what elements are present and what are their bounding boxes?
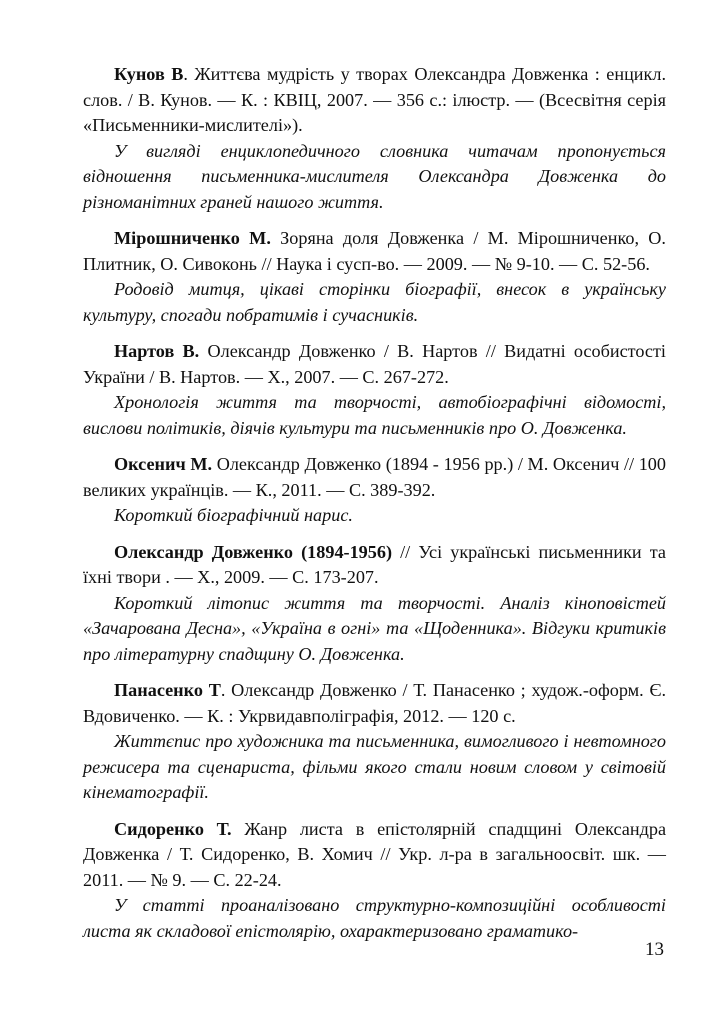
entry-citation-text: . Олександр Довженко / Т. Панасенко ; худож.-оформ. Є. Вдовиченко. — К. : Укрвидавполіграфія, 2012. — 120 с.	[83, 680, 667, 726]
entry-citation-text: // Усі українські письменники та їхні твори . — Х., 2009. — С. 173-207.	[83, 541, 666, 587]
entry-annotation: Життєпис про художника та письменника, вимогливого і невтомного режисера та сценариста, фільми якого стали новим словом у світовій кінематографії.	[83, 731, 666, 802]
entry-author: Оксенич М.	[114, 454, 213, 474]
entry-citation-text: Олександр Довженко (1894 - 1956 рр.) / М. Оксенич // 100 великих українців. — К., 2011. — С. 389-392.	[83, 454, 666, 500]
bibliography-entry	[83, 817, 666, 945]
entry-annotation: Короткий літопис життя та творчості. Аналіз кіноповістей «Зачарована Десна», «Україна в огні» та «Щоденника». Відгуки критиків про літературну спадщину О. Довженка.	[83, 592, 666, 664]
bibliography-entry	[83, 452, 666, 529]
entry-citation-text: Зоряна доля Довженка / М. Мірошниченко, О. Плитник, О. Сивоконь // Наука і сусп-во. — 2009. — № 9-10. — С. 52-56.	[83, 228, 666, 274]
page-number: 13	[645, 939, 664, 960]
bibliography-entry	[83, 226, 666, 328]
entry-citation	[83, 339, 666, 390]
entry-annotation: Короткий біографічний нарис.	[114, 505, 353, 525]
entry-citation	[83, 817, 666, 894]
bibliography-entry	[83, 62, 666, 215]
bibliography-page	[83, 62, 666, 955]
entry-author: Кунов В	[114, 64, 184, 84]
entry-annotation: Родовід митця, цікаві сторінки біографії, внесок в українську культуру, спогади побратимів і сучасників.	[83, 279, 666, 325]
entry-citation-text: . Життєва мудрість у творах Олександра Довженка : енцикл. слов. / В. Кунов. — К. : КВІЦ, 2007. — 356 с.: ілюстр. — (Всесвітня серія «Письменники-мислителі»).	[83, 64, 666, 135]
entry-citation	[83, 452, 666, 503]
entry-citation-text: Жанр листа в епістолярній спадщині Олександра Довженка / Т. Сидоренко, В. Хомич // Укр. л-ра в загальноосвіт. шк. — 2011. — № 9. — С. 22-24.	[83, 818, 667, 890]
entry-author: Олександр Довженко (1894-1956)	[114, 541, 393, 562]
entry-citation-text: Олександр Довженко / В. Нартов // Видатні особистості України / В. Нартов. — Х., 2007. — С. 267-272.	[83, 341, 666, 387]
entry-author: Сидоренко Т.	[114, 818, 232, 839]
entry-citation	[83, 678, 666, 729]
bibliography-entry	[83, 339, 666, 441]
entry-citation	[83, 62, 666, 139]
entry-annotation: У статті проаналізовано структурно-композиційні особливості листа як складової епістолярію, охарактеризовано граматико-	[83, 895, 666, 941]
entry-citation	[83, 540, 666, 591]
bibliography-entry	[83, 540, 666, 668]
entry-citation	[83, 226, 666, 277]
entry-annotation: Хронологія життя та творчості, автобіографічні відомості, вислови політиків, діячів культури та письменників про О. Довженка.	[83, 392, 666, 438]
entry-author: Нартов В.	[114, 341, 200, 361]
bibliography-entry	[83, 678, 666, 806]
entry-author: Панасенко Т	[114, 680, 221, 700]
entry-author: Мірошниченко М.	[114, 228, 271, 248]
entry-annotation: У вигляді енциклопедичного словника читачам пропонується відношення письменника-мислителя Олександра Довженка до різноманітних граней нашого життя.	[83, 140, 666, 212]
